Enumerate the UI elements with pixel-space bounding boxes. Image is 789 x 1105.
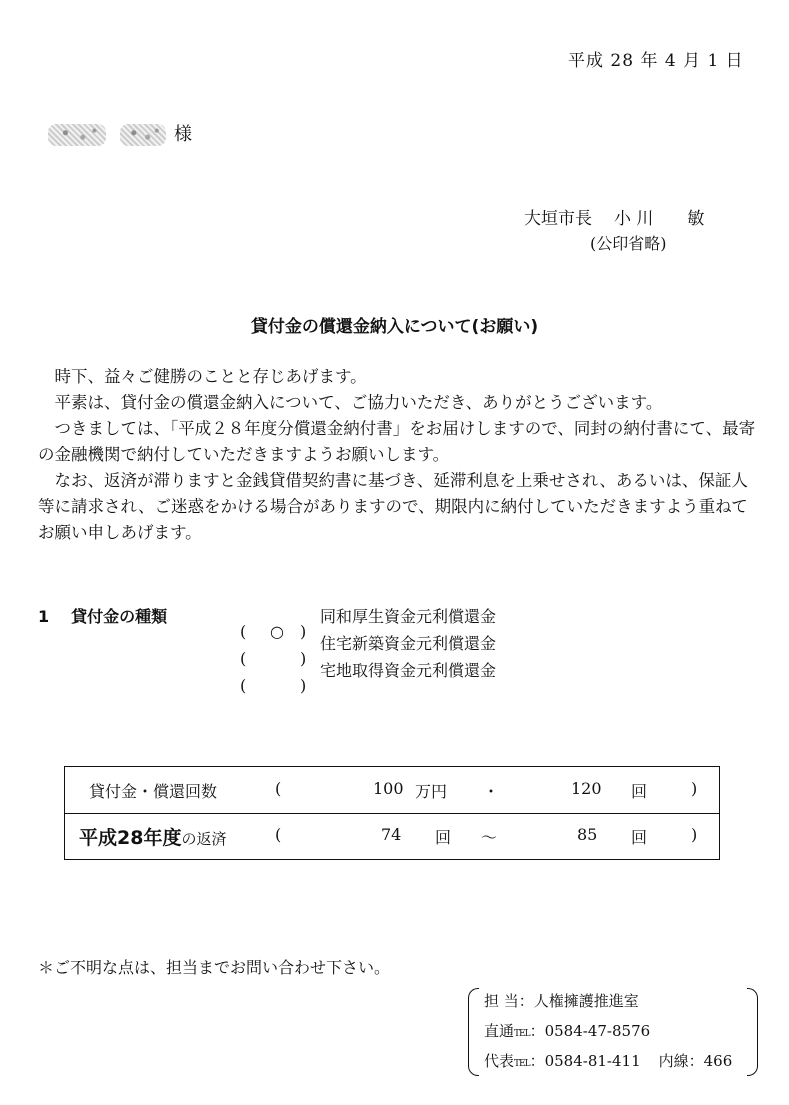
section-label: 貸付金の種類 (71, 607, 168, 626)
from-unit: 回 (435, 828, 452, 847)
row-label: 貸付金・償還回数 (89, 782, 218, 801)
table-row (65, 767, 719, 814)
body-text (38, 364, 758, 546)
direct-number: ：0584-47-8576 (529, 1022, 651, 1040)
open-paren: ( (275, 779, 282, 798)
body-paragraph: つきましては、「平成２８年度分償還金納付書」をお届けしますので、同封の納付書にて、最寄の金融機関で納付していただきますようお願いします。 (38, 419, 756, 464)
contact-label: 担 当 (484, 992, 519, 1010)
loan-type-name: 同和厚生資金元利償還金 (320, 607, 497, 626)
total-installments: 120 (571, 779, 602, 798)
repayment-table (64, 766, 720, 860)
close-paren: ) (691, 825, 698, 844)
redacted-family-name (48, 124, 106, 146)
contact-department (484, 990, 639, 1011)
contact-direct (484, 1020, 650, 1041)
bracket-right (747, 988, 758, 1076)
row-label (79, 823, 226, 850)
fiscal-year-label: 平成28年度 (79, 827, 182, 849)
inquiry-note: ＊ご不明な点は、担当までお問い合わせ下さい。 (38, 958, 391, 977)
loan-type-heading (38, 604, 167, 627)
loan-type-mark: ○ (270, 622, 284, 641)
amount-unit: 万円 (415, 782, 448, 801)
sender (524, 204, 704, 229)
redacted-given-name (120, 124, 166, 146)
main-label: 代表 (484, 1052, 515, 1070)
tel-mark: TEL (514, 1029, 530, 1039)
document-title: 貸付金の償還金納入について(お願い) (250, 317, 539, 337)
table-row (65, 813, 719, 859)
main-number: ：0584-81-411 (529, 1052, 641, 1070)
repayment-label: の返済 (181, 830, 227, 848)
department-name: 人権擁護推進室 (533, 992, 639, 1010)
document-date: 平成 28 年 4 月 1 日 (568, 51, 744, 71)
bracket-left (468, 988, 479, 1076)
contact-main (484, 1050, 732, 1071)
loan-amount: 100 (373, 779, 404, 798)
count-unit: 回 (631, 782, 648, 801)
close-paren: ) (691, 779, 698, 798)
body-paragraph: 平素は、貸付金の償還金納入について、ご協力いただき、ありがとうございます。 (54, 393, 663, 412)
body-paragraph: なお、返済が滞りますと金銭貸借契約書に基づき、延滞利息を上乗せされ、あるいは、保証人等に請求され、ご迷惑をかける場合がありますので、期限内に納付していただきますよう重ねてお願い申しあげます。 (38, 471, 748, 542)
loan-type-name: 住宅新築資金元利償還金 (320, 634, 497, 653)
sender-title: 大垣市長 (524, 209, 592, 229)
recipient-honorific: 様 (174, 124, 192, 145)
to-installment: 85 (577, 825, 598, 844)
loan-type-name: 宅地取得資金元利償還金 (320, 661, 497, 680)
tel-mark: TEL (514, 1059, 530, 1069)
recipient (48, 120, 192, 146)
sender-given-name: 敏 (687, 209, 705, 229)
sender-family-name: 小 川 (614, 209, 654, 229)
loan-type-item: ( ○ ) 同和厚生資金元利償還金 (240, 607, 497, 641)
from-installment: 74 (381, 825, 402, 844)
contact-colon: ： (518, 992, 534, 1010)
range-separator: ～ (481, 828, 498, 847)
seal-note: (公印省略) (590, 234, 667, 253)
separator: ・ (483, 782, 500, 801)
extension: 内線：466 (658, 1052, 733, 1070)
direct-label: 直通 (484, 1022, 515, 1040)
loan-type-item: ( ) 住宅新築資金元利償還金 (240, 634, 497, 668)
contact-box (468, 988, 758, 1076)
body-paragraph: 時下、益々ご健勝のことと存じあげます。 (54, 367, 367, 386)
loan-type-item: ( ) 宅地取得資金元利償還金 (240, 661, 497, 695)
section-number: 1 (38, 607, 50, 626)
open-paren: ( (275, 825, 282, 844)
to-unit: 回 (631, 828, 648, 847)
